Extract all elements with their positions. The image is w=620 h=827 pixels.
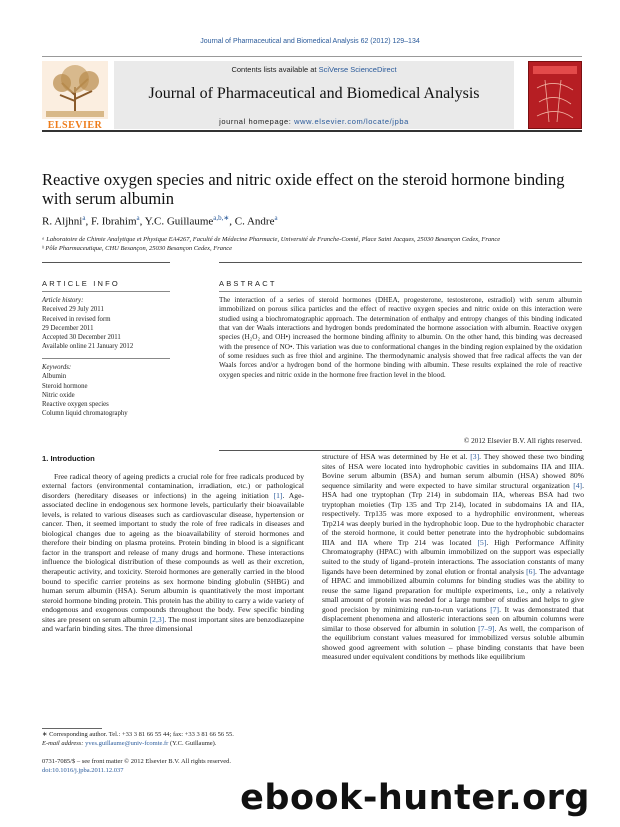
divider <box>219 450 582 451</box>
reference-link[interactable]: [2,3] <box>149 614 165 624</box>
top-citation[interactable]: Journal of Pharmaceutical and Biomedical Analysis 62 (2012) 129–134 <box>200 38 420 45</box>
author-affil-mark[interactable]: a <box>274 214 278 222</box>
elsevier-tree-icon <box>42 61 108 119</box>
body-paragraph: structure of HSA was determined by He et al. [3]. They showed these two binding sites of HSA were located into hydrophobic cavities in subdomains IIA and IIIA. Bovine serum albumin (BSA) and human serum albumin (HSA) showed 80% sequence similarity and were expected to have similar structural organization [4]. HSA had one tryptophan (Trp 214) in subdomain IIA, whereas BSA had two tryptophan moieties (Trp 135 and Trp 214), located in subdomains IA and IIA, respectively. Trp135 was more exposed to a hydrophilic environment, whereas Trp214 was deeply buried in the hydrophobic loop. Due to the hydrophobic character of the steroid hormone, it could better penetrate into the hydrophobic subdomains IIIA and IIA where Trp 214 was located [5]. High Performance Affinity Chromatography (HPAC) with albumin immobilized on the support was especially suited to the study of ligand–protein interactions. The association constants of many ligands have been determined by zonal elution or frontal analysis [6]. The advantage of HPAC and immobilized albumin columns for binding studies was the ability to reuse the same ligand preparation for multiple experiments, i.e., only a relatively small amount of protein was needed for a large number of studies and helps to give good precision by minimizing run-to-run variations [7]. It was demonstrated that displacement phenomena and allosteric interactions seen on albumin columns were similar to those observed for albumin in solution [7–9]. As well, the comparison of the equilibrium constant values measured for immobilized versus soluble albumin showed good agreement with solution – phase binding constants that have been measured under equivalent conditions by methods like equilibrium <box>322 452 584 662</box>
reference-link[interactable]: [1] <box>273 490 283 500</box>
history-heading: Article history: <box>42 297 84 304</box>
corresponding-footnote <box>42 731 312 748</box>
journal-masthead <box>42 56 582 132</box>
author-affil-mark[interactable]: a <box>136 214 140 222</box>
footnote-divider <box>42 728 102 729</box>
copyright-notice: © 2012 Elsevier B.V. All rights reserved. <box>463 437 582 445</box>
divider <box>219 291 582 292</box>
elsevier-wordmark: ELSEVIER <box>47 120 103 131</box>
reference-link[interactable]: [6] <box>526 566 535 576</box>
body-column-left <box>42 454 304 634</box>
history-item: Received 29 July 2011 <box>42 306 104 314</box>
keyword-item: Reactive oxygen species <box>42 401 109 409</box>
history-item: Available online 21 January 2012 <box>42 343 134 351</box>
intro-heading: 1. Introduction <box>42 454 95 463</box>
keyword-item: Nitric oxide <box>42 391 75 399</box>
body-paragraph: Free radical theory of ageing predicts a crucial role for free radicals produced by external factors (environmental contamination, irradiation, etc.) or pathological disorders (hereditary diseases or infections) in the ageing initiation [1]. Age-associated decline in endogenous sex hormone levels, particularly their bioavailable levels, is related to various diseases such as cardiovascular disease, hypertension or cancer. Then, it seemed important to study the role of free radicals in diseases and biological changes due to ageing as the bioavailability of steroid hormones and therefore their binding on plasma proteins. Protein binding in blood is a significant factor in the transport and release of many drugs and hormone. These interactions influence the biological distribution of these compounds as well as their excretion, therapeutic activity, and toxicity. Steroid hormones are generally carried in the blood bound to specific carrier proteins as sex hormone binding globulin (SHBG) and human serum albumin (HSA). Serum albumin is quantitatively the most important steroid hormone binding protein. This protein has the ability to carry a wide variety of endogenous and exogenous compounds throughout the body. Few specific binding sites are present on serum albumin [2,3]. The most important sites are benzodiazepine and warfarin binding sites. The three dimensional <box>42 471 304 634</box>
author-affil-mark[interactable]: a,b,∗ <box>213 214 230 222</box>
keyword-item: Column liquid chromatography <box>42 410 128 418</box>
divider <box>42 358 170 359</box>
keyword-item: Albumin <box>42 373 67 381</box>
abstract-label: ABSTRACT <box>219 279 277 288</box>
journal-info-box <box>114 61 514 129</box>
reference-link[interactable]: [5] <box>477 537 487 547</box>
author-name[interactable]: Y.C. Guillaume <box>144 215 214 228</box>
homepage-prefix: journal homepage: <box>219 117 295 126</box>
article-history <box>42 296 182 352</box>
cover-banner <box>533 66 577 74</box>
journal-title: Journal of Pharmaceutical and Biomedical Analysis <box>148 85 480 102</box>
abstract-text: The interaction of a series of steroid hormones (DHEA, progesterone, testosterone, estradiol) with serum albumin immobilized on porous silica particles and the effect of reactive oxygen species and nitric oxide on this interaction were studied using a biochromatographic approach. The determination of enthalpy and entropy changes of this binding indicated that van der Waals interactions and hydrogen bonds predominated the hormone association with albumin. Reactive oxygen species (H₂O₂ and OH•) increased the hormone binding affinity to albumin. On the other hand, this binding was decreased with the presence of NO•. This variation was due to conformational changes in the binding region explained by the oxidation of some residues such as free thiol and arginine. The thermodynamic analysis showed that free radical affects the van der Waals forces and/or a hydrogen bond of the hormone binding with albumin. These results explained the role of reactive oxygen species and nitric oxide in the hormone free fraction level in the blood. <box>219 296 582 379</box>
elsevier-logo <box>42 61 108 131</box>
article-title: Reactive oxygen species and nitric oxide effect on the steroid hormone binding with serum albumin <box>42 170 565 208</box>
corresponding-author: ∗ Corresponding author. Tel.: +33 3 81 66 55 44; fax: +33 3 81 66 56 55. <box>42 731 234 738</box>
contents-prefix: Contents lists available at <box>231 65 319 74</box>
keyword-item: Steroid hormone <box>42 382 88 390</box>
author-list: R. Aljhni$^a$, F. Ibrahim$^a$, Y.C. Guillaume$^{a,b,∗}$, C. Andre$^a$ <box>42 214 278 228</box>
doi-link[interactable]: doi:10.1016/j.jpba.2011.12.037 <box>42 766 124 774</box>
cover-pattern-icon <box>535 78 575 124</box>
article-info-label: ARTICLE INFO <box>42 279 120 288</box>
divider <box>219 262 582 263</box>
keywords-block <box>42 363 182 419</box>
affiliation-b: ᵇ Pôle Pharmaceutique, CHU Besançon, 25030 Besançon Cedex, France <box>42 245 233 252</box>
reference-link[interactable]: [7–9] <box>478 623 495 633</box>
body-column-right <box>322 452 584 662</box>
sciencedirect-link[interactable]: SciVerse ScienceDirect <box>318 65 397 74</box>
author-name[interactable]: C. Andre <box>234 215 275 228</box>
reference-link[interactable]: [3] <box>470 452 480 461</box>
homepage-link[interactable]: www.elsevier.com/locate/jpba <box>294 117 409 126</box>
email-line: E-mail address: yves.guillaume@univ-fcomte.fr (Y.C. Guillaume). <box>42 739 217 747</box>
divider <box>42 291 170 292</box>
author-name[interactable]: F. Ibrahim <box>90 215 137 228</box>
reference-link[interactable]: [4] <box>573 480 583 490</box>
watermark-text: ebook-hunter.org <box>240 778 590 818</box>
keywords-heading: Keywords: <box>42 364 72 371</box>
affiliation-a: ᵃ Laboratoire de Chimie Analytique et Physique EA4267, Faculté de Médecine Pharmacie, Université de Franche-Comté, Place Saint Jacques, 25030 Besançon Cedex, France <box>42 236 501 243</box>
contents-line <box>114 65 514 74</box>
reference-link[interactable]: [7] <box>490 604 500 614</box>
author-name[interactable]: R. Aljhni <box>42 215 83 228</box>
email-link[interactable]: yves.guillaume@univ-fcomte.fr <box>85 739 169 747</box>
journal-cover-image[interactable] <box>528 61 582 129</box>
history-item: Accepted 30 December 2011 <box>42 334 121 342</box>
history-item: 29 December 2011 <box>42 324 94 332</box>
history-item: Received in revised form <box>42 315 111 323</box>
issn-line: 0731-7085/$ – see front matter © 2012 Elsevier B.V. All rights reserved. <box>42 758 231 765</box>
watermark-banner <box>0 772 620 827</box>
homepage-line <box>114 117 514 126</box>
divider <box>42 262 170 263</box>
author-affil-mark[interactable]: a <box>82 214 86 222</box>
